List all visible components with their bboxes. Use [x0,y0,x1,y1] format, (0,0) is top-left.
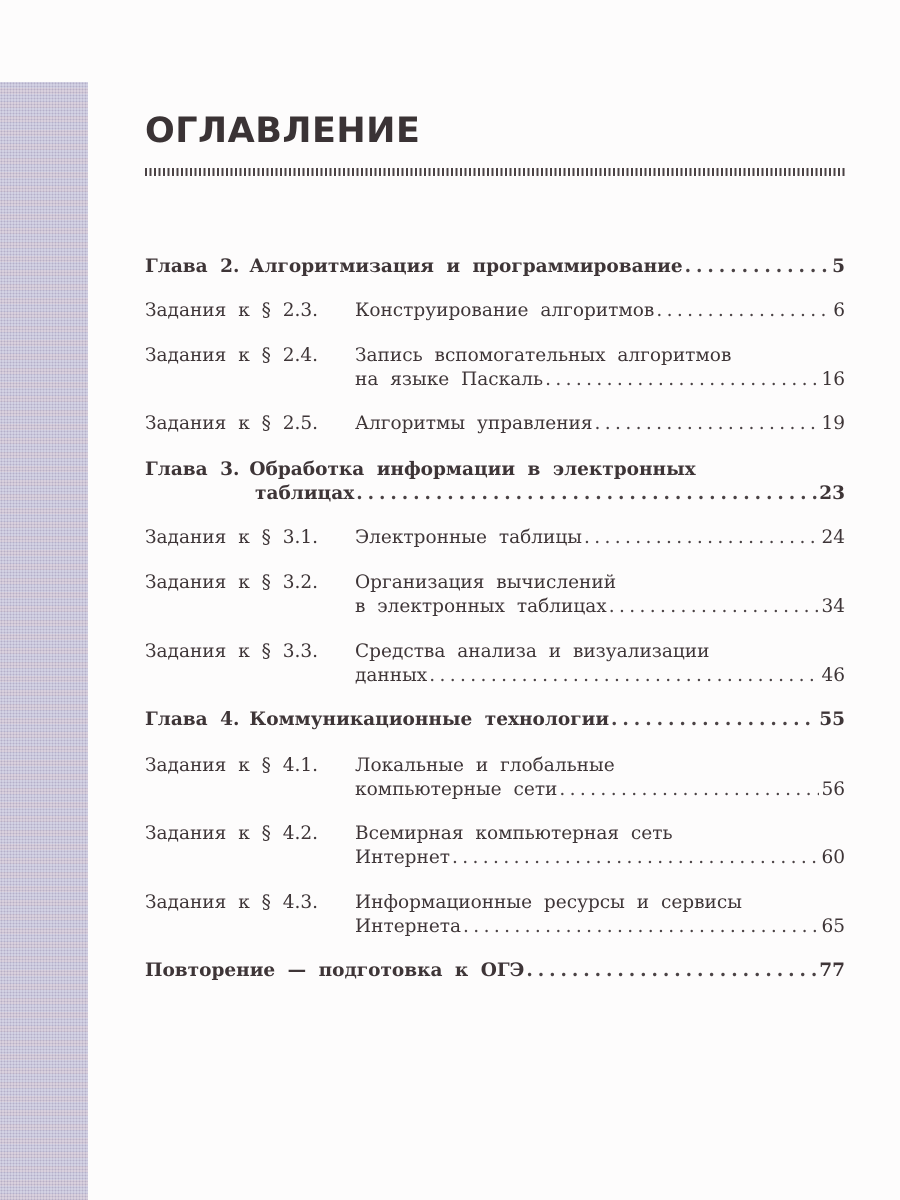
dot-leader [685,255,830,279]
entry-title: Алгоритмизация и программирование [249,256,683,277]
entry-prefix: Задания к § 4.3. [145,892,319,913]
page-number: 24 [821,527,845,548]
entry-prefix: Задания к § 2.5. [145,413,319,434]
dot-leader [611,708,817,732]
entry-title-line-2: данных [355,665,428,686]
page-number: 55 [819,709,845,730]
dot-leader [526,959,817,983]
page-number: 19 [821,413,845,434]
toc-entry-section-2-4[interactable] [145,344,845,392]
entry-title-line-1: Средства анализа и визуализации [355,641,710,662]
title-divider [145,168,845,176]
toc-entry-section-3-3[interactable] [145,640,845,688]
entry-title-line-1: Информационные ресурсы и сервисы [355,892,742,913]
page-number: 56 [821,779,845,800]
toc-entry-section-2-5[interactable] [145,412,845,436]
toc-entry-section-4-3[interactable] [145,891,845,939]
toc-entry-section-2-3[interactable] [145,299,845,323]
toc-entry-section-3-1[interactable] [145,526,845,550]
entry-prefix: Задания к § 3.2. [145,572,319,593]
toc-entry-chapter-4[interactable] [145,708,845,732]
page-number: 34 [821,596,845,617]
entry-title-line-2: на языке Паскаль [355,369,544,390]
entry-title: Коммуникационные технологии [249,709,610,730]
entry-title-line-1: Всемирная компьютерная сеть [355,823,673,844]
page-number: 77 [819,960,845,981]
entry-title: Конструирование алгоритмов [355,300,655,321]
page-number: 6 [833,300,845,321]
entry-title-line-2: компьютерные сети [355,779,558,800]
toc-entry-section-3-2[interactable] [145,571,845,619]
entry-title-line-1: Локальные и глобальные [355,755,615,776]
dot-leader [609,595,820,619]
page-number: 5 [832,256,845,277]
dot-leader [452,846,819,870]
entry-prefix: Задания к § 2.3. [145,300,319,321]
toc-entry-review[interactable] [145,959,845,983]
entry-title-line-2: Интернета [355,916,462,937]
entry-prefix: Глава 3. [145,459,240,480]
entry-prefix: Задания к § 3.3. [145,641,319,662]
entry-prefix: Глава 2. [145,256,240,277]
dot-leader [656,299,831,323]
toc-entry-chapter-3[interactable] [145,458,845,506]
page-number: 46 [821,665,845,686]
entry-title-line-1: Организация вычислений [355,572,617,593]
entry-title-line-1: Запись вспомогательных алгоритмов [355,345,732,366]
page-number: 60 [821,847,845,868]
toc-entry-chapter-2[interactable] [145,255,845,279]
decorative-side-strip [0,82,88,1200]
toc-entry-section-4-2[interactable] [145,822,845,870]
entry-prefix: Задания к § 3.1. [145,527,319,548]
entry-prefix: Задания к § 4.2. [145,823,319,844]
dot-leader [429,664,819,688]
entry-prefix: Задания к § 2.4. [145,345,319,366]
entry-title: Алгоритмы управления [355,413,593,434]
dot-leader [356,482,817,506]
toc-entry-section-4-1[interactable] [145,754,845,802]
page-number: 65 [821,916,845,937]
dot-leader [545,368,819,392]
page-title: ОГЛАВЛЕНИЕ [145,111,421,151]
entry-title: Повторение — подготовка к ОГЭ [145,960,525,981]
entry-title-line-2: в электронных таблицах [355,596,607,617]
entry-title-line-1: Обработка информации в электронных [249,459,696,480]
entry-title-line-2: таблицах [255,483,355,504]
dot-leader [595,412,820,436]
page-number: 16 [821,369,845,390]
entry-prefix: Глава 4. [145,709,240,730]
entry-title: Электронные таблицы [355,527,582,548]
dot-leader [584,526,820,550]
dot-leader [463,915,819,939]
entry-title-line-2: Интернет [355,847,451,868]
page-number: 23 [819,483,845,504]
entry-prefix: Задания к § 4.1. [145,755,319,776]
dot-leader [559,778,819,802]
